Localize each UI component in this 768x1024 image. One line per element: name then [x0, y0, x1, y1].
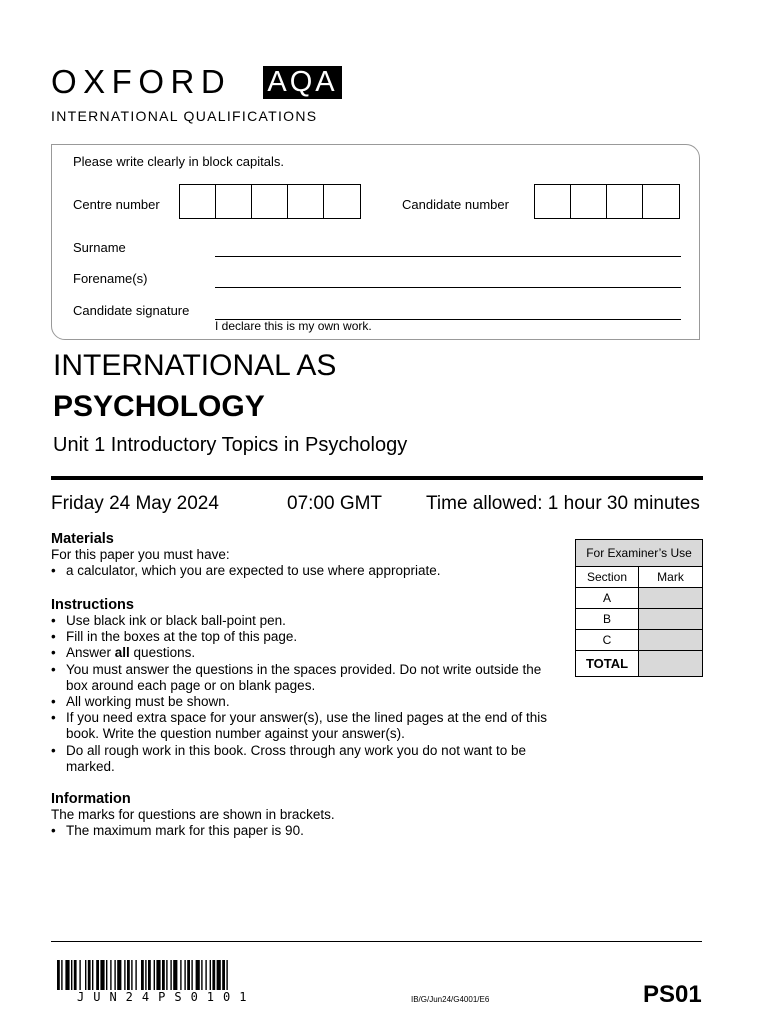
instruction-item: • Use black ink or black ball-point pen. — [51, 613, 561, 629]
paper-reference: IB/G/Jun24/G4001/E6 — [411, 995, 490, 1004]
time-allowed: Time allowed: 1 hour 30 minutes — [426, 493, 700, 514]
candidate-number-boxes[interactable] — [534, 184, 680, 219]
barcode-text: JUN24PS0101 — [77, 990, 256, 1004]
centre-number-digit[interactable] — [324, 185, 360, 218]
materials-heading: Materials — [51, 531, 114, 547]
instruction-item: • If you need extra space for your answer(s), use the lined pages at the end of this book. Write the question number against your answer(s). — [51, 710, 561, 742]
exam-date: Friday 24 May 2024 — [51, 493, 219, 514]
instruction-item: • Do all rough work in this book. Cross through any work you do not want to be marked. — [51, 743, 561, 775]
section-label: C — [576, 630, 639, 651]
centre-number-boxes[interactable] — [179, 184, 361, 219]
examiner-use-table — [575, 539, 703, 677]
forename-field[interactable] — [215, 287, 681, 288]
logo-oxford: OXFORD — [51, 63, 232, 100]
centre-number-digit[interactable] — [180, 185, 216, 218]
signature-label: Candidate signature — [73, 303, 190, 318]
materials-section — [51, 531, 561, 579]
logo-tagline: INTERNATIONAL QUALIFICATIONS — [51, 108, 318, 124]
candidate-number-label: Candidate number — [402, 197, 509, 212]
surname-label: Surname — [73, 240, 126, 255]
surname-field[interactable] — [215, 256, 681, 257]
declaration-text: I declare this is my own work. — [215, 319, 372, 333]
instruction-item: • Answer all questions. — [51, 645, 561, 661]
information-item: • The maximum mark for this paper is 90. — [51, 823, 561, 839]
section-column-header: Section — [576, 567, 639, 588]
qualification-level: INTERNATIONAL AS — [53, 349, 337, 382]
materials-intro: For this paper you must have: — [51, 547, 230, 562]
divider — [51, 476, 703, 480]
instruction-item: • All working must be shown. — [51, 694, 561, 710]
instructions-section — [51, 597, 561, 775]
subject-title: PSYCHOLOGY — [53, 390, 265, 423]
information-heading: Information — [51, 791, 131, 807]
logo-aqa: AQA — [263, 66, 342, 99]
mark-column-header: Mark — [639, 567, 703, 588]
section-label: B — [576, 609, 639, 630]
mark-cell — [639, 630, 703, 651]
centre-number-digit[interactable] — [252, 185, 288, 218]
candidate-number-digit[interactable] — [607, 185, 643, 218]
total-label: TOTAL — [576, 651, 639, 677]
instruction-item: • You must answer the questions in the spaces provided. Do not write outside the box around each page or on blank pages. — [51, 662, 561, 694]
mark-cell — [639, 588, 703, 609]
candidate-number-digit[interactable] — [535, 185, 571, 218]
examiner-table-title: For Examiner’s Use — [576, 540, 703, 567]
total-mark-cell — [639, 651, 703, 677]
unit-title: Unit 1 Introductory Topics in Psychology — [53, 434, 408, 456]
candidate-number-digit[interactable] — [643, 185, 679, 218]
centre-number-digit[interactable] — [288, 185, 324, 218]
centre-number-digit[interactable] — [216, 185, 252, 218]
materials-item: • a calculator, which you are expected to use where appropriate. — [51, 563, 561, 579]
instruction-item: • Fill in the boxes at the top of this page. — [51, 629, 561, 645]
centre-number-label: Centre number — [73, 197, 160, 212]
information-section — [51, 791, 561, 839]
forename-label: Forename(s) — [73, 271, 148, 286]
mark-cell — [639, 609, 703, 630]
information-intro: The marks for questions are shown in brackets. — [51, 807, 335, 822]
paper-code: PS01 — [643, 981, 702, 1008]
footer-divider — [51, 941, 702, 942]
barcode-icon — [57, 960, 285, 990]
instructions-heading: Instructions — [51, 597, 134, 613]
block-capitals-instruction: Please write clearly in block capitals. — [73, 154, 284, 169]
section-label: A — [576, 588, 639, 609]
exam-time: 07:00 GMT — [287, 493, 383, 514]
candidate-number-digit[interactable] — [571, 185, 607, 218]
